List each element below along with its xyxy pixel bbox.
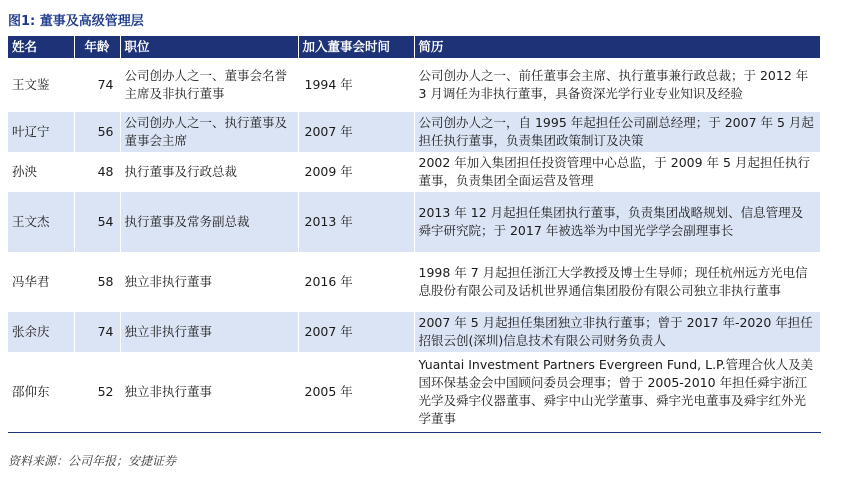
cell-join: 2007 年 [298, 312, 414, 352]
cell-position: 独立非执行董事 [120, 312, 298, 352]
table-row [8, 352, 820, 432]
header-age: 年龄 [74, 36, 120, 58]
cell-name: 孙泱 [8, 152, 74, 192]
header-join-time: 加入董事会时间 [298, 36, 414, 58]
cell-bio: 2013 年 12 月起担任集团执行董事，负责集团战略规划、信息管理及舜宇研究院；于 2017 年被选举为中国光学学会副理事长 [414, 192, 820, 252]
cell-bio: 2007 年 5 月起担任集团独立非执行董事；曾于 2017 年-2020 年担任招银云创(深圳)信息技术有限公司财务负责人 [414, 312, 820, 352]
cell-position: 独立非执行董事 [120, 352, 298, 432]
cell-age: 56 [74, 112, 120, 152]
cell-position: 执行董事及行政总裁 [120, 152, 298, 192]
cell-name: 王文杰 [8, 192, 74, 252]
cell-bio: 公司创办人之一，自 1995 年起担任公司副总经理；于 2007 年 5 月起担任执行董事，负责集团政策制订及决策 [414, 112, 820, 152]
header-position: 职位 [120, 36, 298, 58]
cell-name: 王文鉴 [8, 58, 74, 112]
cell-join: 1994 年 [298, 58, 414, 112]
header-name: 姓名 [8, 36, 74, 58]
table-row [8, 152, 820, 192]
table-row [8, 312, 820, 352]
cell-age: 74 [74, 312, 120, 352]
cell-name: 张余庆 [8, 312, 74, 352]
cell-join: 2009 年 [298, 152, 414, 192]
source-note: 资料来源：公司年报；安捷证券 [8, 454, 177, 468]
cell-age: 74 [74, 58, 120, 112]
cell-name: 冯华君 [8, 252, 74, 312]
cell-position: 公司创办人之一、执行董事及董事会主席 [120, 112, 298, 152]
cell-bio: 1998 年 7 月起担任浙江大学教授及博士生导师；现任杭州远方光电信息股份有限公司及话机世界通信集团股份有限公司独立非执行董事 [414, 252, 820, 312]
table-row [8, 252, 820, 312]
cell-bio: Yuantai Investment Partners Evergreen Fund, L.P.管理合伙人及美国环保基金会中国顾问委员会理事；曾于 2005-2010 年担任舜宇浙江光学及舜宇仪器董事、舜宇中山光学董事、舜宇光电董事及舜宇红外光学董事 [414, 352, 820, 432]
cell-join: 2007 年 [298, 112, 414, 152]
cell-join: 2005 年 [298, 352, 414, 432]
table-row [8, 192, 820, 252]
table-row [8, 112, 820, 152]
cell-join: 2016 年 [298, 252, 414, 312]
cell-position: 执行董事及常务副总裁 [120, 192, 298, 252]
table-row [8, 58, 820, 112]
cell-position: 公司创办人之一、董事会名誉主席及非执行董事 [120, 58, 298, 112]
cell-bio: 公司创办人之一、前任董事会主席、执行董事兼行政总裁；于 2012 年 3 月调任为非执行董事，具备资深光学行业专业知识及经验 [414, 58, 820, 112]
cell-age: 54 [74, 192, 120, 252]
cell-age: 52 [74, 352, 120, 432]
cell-name: 叶辽宁 [8, 112, 74, 152]
table-header-row [8, 36, 820, 58]
cell-position: 独立非执行董事 [120, 252, 298, 312]
cell-age: 58 [74, 252, 120, 312]
cell-age: 48 [74, 152, 120, 192]
cell-name: 邵仰东 [8, 352, 74, 432]
cell-bio: 2002 年加入集团担任投资管理中心总监，于 2009 年 5 月起担任执行董事，负责集团全面运营及管理 [414, 152, 820, 192]
figure-title: 图1: 董事及高级管理层 [8, 14, 144, 29]
cell-join: 2013 年 [298, 192, 414, 252]
directors-table [8, 36, 821, 433]
header-bio: 简历 [414, 36, 820, 58]
